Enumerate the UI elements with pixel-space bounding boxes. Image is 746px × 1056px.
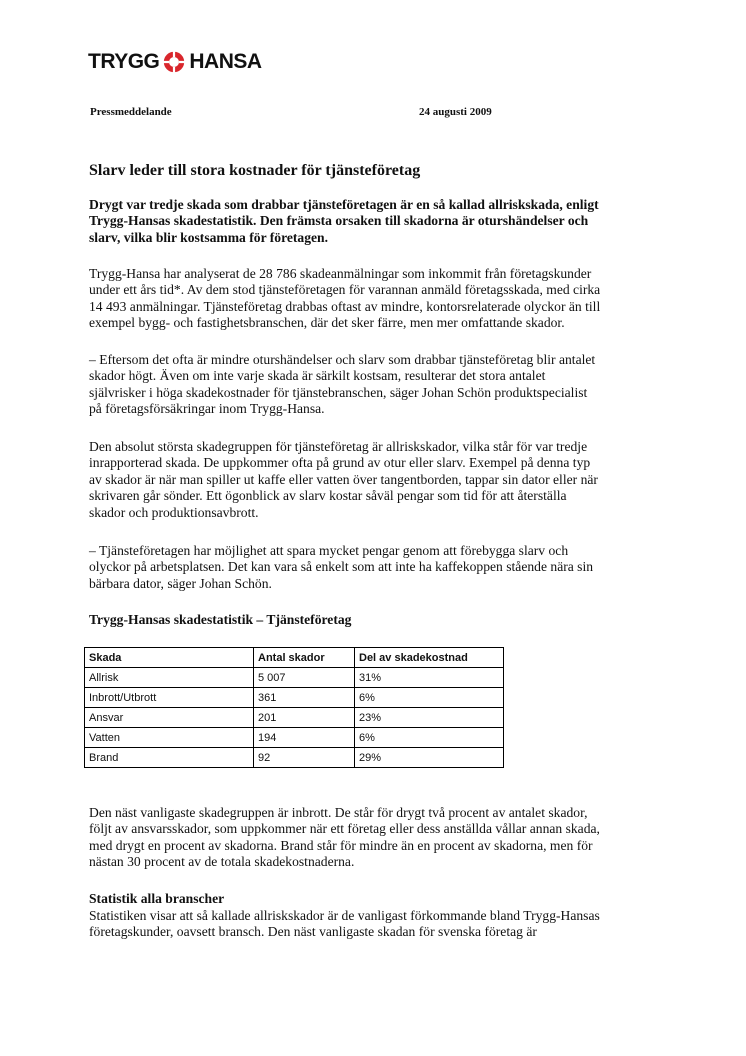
text-line: olyckor på arbetsplatsen. Det kan vara så enkelt som att inte ha kaffekoppen stående nära sin	[89, 559, 594, 575]
body-paragraph-5	[89, 805, 669, 871]
section-heading-all-industries: Statistik alla branscher	[89, 891, 225, 906]
column-header: Antal skador	[254, 648, 355, 668]
table-cell: 194	[254, 728, 355, 748]
table-row	[85, 728, 504, 748]
text-line: Den näst vanligaste skadegruppen är inbrott. De står för drygt två procent av antalet skador,	[89, 805, 588, 820]
document-date: 24 augusti 2009	[419, 106, 492, 118]
logo-word-left: TRYGG	[88, 50, 160, 73]
text-line: under ett års tid*. Av dem stod tjänsteföretagen för varannan anmäld företagsskada, med cirka	[89, 282, 601, 298]
trygg-hansa-logo	[88, 50, 262, 74]
text-line: med drygt en procent av skadorna. Brand står för mindre än en procent av skadorna, men för	[89, 837, 593, 853]
text-line: självrisker i höga skadekostnader för tjänstebranschen, säger Johan Schön produktspecialist	[89, 384, 588, 400]
text-line: av skador är när man spiller ut kaffe eller vatten över tangentborden, tappar sin dator eller när	[89, 471, 598, 487]
text-line: bärbara dator, säger Johan Schön.	[89, 575, 272, 591]
text-line: på företagsförsäkringar inom Trygg-Hansa.	[89, 401, 325, 417]
table-row	[85, 688, 504, 708]
table-cell: 6%	[355, 688, 504, 708]
body-paragraph-6	[89, 908, 669, 941]
text-line: exempel bygg- och fastighetsbranschen, där det sker färre, men mer omfattande skador.	[89, 315, 565, 331]
column-header: Del av skadekostnad	[355, 648, 504, 668]
lead-line: Trygg-Hansas skadestatistik. Den främsta orsaken till skadorna är oturshändelser och	[89, 213, 589, 229]
table-cell: 5 007	[254, 668, 355, 688]
text-line: Statistiken visar att så kallade allriskskador är de vanligast förkommande bland Trygg-Hansas	[89, 908, 600, 923]
table-cell: 31%	[355, 668, 504, 688]
text-line: skrivaren går sönder. Ett ögonblick av slarv kostar såväl pengar som tid för att återställa	[89, 488, 567, 504]
logo-word-right: HANSA	[189, 50, 262, 73]
table-row	[85, 748, 504, 768]
table-cell: Ansvar	[85, 708, 254, 728]
text-line: skador och produktionsavbrott.	[89, 504, 259, 520]
text-line: nästan 30 procent av de totala skadekostnaderna.	[89, 854, 355, 870]
column-header: Skada	[85, 648, 254, 668]
lead-paragraph	[89, 197, 669, 246]
page-title: Slarv leder till stora kostnader för tjänsteföretag	[89, 162, 421, 179]
text-line: Trygg-Hansa har analyserat de 28 786 skadeanmälningar som inkommit från företagskunder	[89, 266, 592, 281]
damage-statistics-table	[84, 647, 504, 768]
table-cell: Vatten	[85, 728, 254, 748]
table-cell: 23%	[355, 708, 504, 728]
table-heading: Trygg-Hansas skadestatistik – Tjänsteföretag	[89, 612, 352, 627]
table-cell: Brand	[85, 748, 254, 768]
text-line: inrapporterad skada. De uppkommer ofta på grund av otur eller slarv. Exempel på denna typ	[89, 455, 591, 471]
text-line: skador högt. Även om inte varje skada är särkilt kostsam, resulterar det stora antalet	[89, 368, 546, 384]
body-paragraph-1	[89, 266, 669, 332]
body-paragraph-3	[89, 439, 669, 521]
lead-line: slarv, vilka blir kostsamma för företagen.	[89, 229, 329, 245]
text-line: följt av ansvarsskador, som uppkommer när ett företag eller dess anställda vållar annan skada,	[89, 821, 600, 837]
table-cell: 201	[254, 708, 355, 728]
body-paragraph-2	[89, 352, 669, 418]
text-line: – Eftersom det ofta är mindre oturshändelser och slarv som drabbar tjänsteföretag blir antalet	[89, 352, 596, 367]
text-line: Den absolut största skadegruppen för tjänsteföretag är allriskskador, vilka står för var tredje	[89, 439, 588, 454]
table-cell: 29%	[355, 748, 504, 768]
document-type: Pressmeddelande	[90, 106, 172, 118]
text-line: – Tjänsteföretagen har möjlighet att spara mycket pengar genom att förebygga slarv och	[89, 543, 569, 558]
table-row	[85, 708, 504, 728]
table-header-row	[85, 648, 504, 668]
table-row	[85, 668, 504, 688]
text-line: 14 493 anmälningar. Tjänsteföretag drabbas oftast av mindre, kontorsrelaterade olyckor än till	[89, 298, 601, 314]
table-cell: 92	[254, 748, 355, 768]
table-cell: Inbrott/Utbrott	[85, 688, 254, 708]
text-line: företagskunder, oavsett bransch. Den näst vanligaste skadan för svenska företag är	[89, 924, 537, 940]
table-cell: Allrisk	[85, 668, 254, 688]
table-cell: 6%	[355, 728, 504, 748]
table-cell: 361	[254, 688, 355, 708]
body-paragraph-4	[89, 543, 669, 592]
lead-line: Drygt var tredje skada som drabbar tjänsteföretagen är en så kallad allriskskada, enligt	[89, 197, 599, 212]
lifebuoy-icon	[161, 50, 187, 74]
